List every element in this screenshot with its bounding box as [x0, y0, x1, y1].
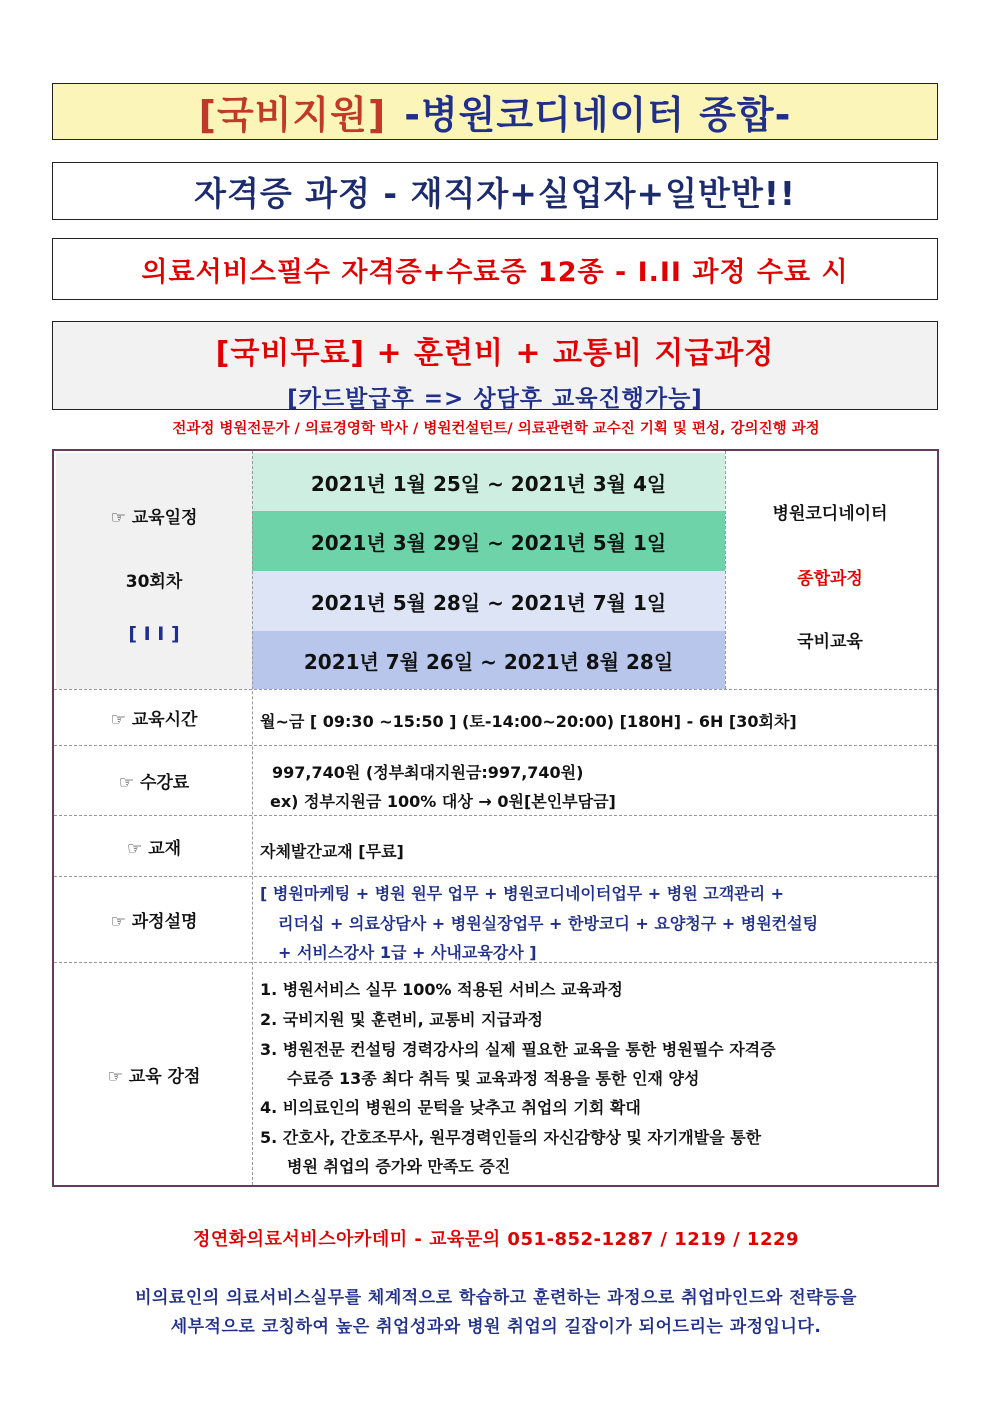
description-line-3: + 서비스강사 1급 + 사내교육강사 ]: [278, 943, 537, 962]
schedule-date-3: [252, 571, 725, 631]
schedule-label-cell: [56, 453, 252, 689]
strengths-label: ☞ 교육 강점: [56, 963, 252, 1185]
schedule-date-4-text: 2021년 7월 26일 ~ 2021년 8월 28일: [303, 649, 674, 674]
schedule-date-2-text: 2021년 3월 29일 ~ 2021년 5월 1일: [310, 530, 667, 555]
subtitle-text: 자격증 과정 - 재직자+실업자+일반반!!: [194, 173, 796, 213]
description-line-2: 리더십 + 의료상담사 + 병원실장업무 + 한방코디 + 요양청구 + 병원컨설팅: [278, 914, 819, 933]
footer-line-1: 비의료인의 의료서비스실무를 체계적으로 학습하고 훈련하는 과정으로 취업마인드와 전략등을: [135, 1288, 857, 1308]
schedule-sessions: 30회차: [125, 572, 183, 592]
schedule-date-2: [252, 511, 725, 571]
fee-line2: ex) 정부지원금 100% 대상 → 0원[본인부담금]: [270, 792, 616, 811]
time-value: 월~금 [ 09:30 ~15:50 ] (토-14:00~20:00) [180H] - 6H [30회차]: [260, 712, 797, 731]
schedule-right-cell: [725, 453, 935, 689]
time-label: ☞ 교육시간: [56, 690, 252, 745]
schedule-date-1-text: 2021년 1월 25일 ~ 2021년 3월 4일: [310, 471, 667, 496]
textbook-label: ☞ 교재: [56, 816, 252, 876]
footer-line-2: 세부적으로 코칭하여 높은 취업성과와 병원 취업의 길잡이가 되어드리는 과정입니다.: [170, 1317, 822, 1337]
textbook-value: 자체발간교재 [무료]: [260, 842, 404, 861]
fee-line1: 997,740원 (정부최대지원금:997,740원): [272, 763, 584, 782]
schedule-right-line2: 종합과정: [797, 569, 863, 589]
schedule-date-4: [252, 631, 725, 689]
strength-line-5: 4. 비의료인의 병원의 문턱을 낮추고 취업의 기회 확대: [260, 1098, 641, 1117]
schedule-date-1: [252, 453, 725, 511]
free-banner: [52, 321, 938, 410]
cert-text: 의료서비스필수 자격증+수료증 12종 - I.II 과정 수료 시: [141, 256, 849, 288]
contact-line: 정연화의료서비스아카데미 - 교육문의 051-852-1287 / 1219 / 1229: [192, 1229, 800, 1250]
title-part1: [국비지원]: [198, 93, 387, 137]
schedule-level: [ I I ]: [128, 623, 180, 645]
cert-banner: [52, 238, 938, 300]
fee-label: ☞ 수강료: [56, 746, 252, 815]
course-info-table: [52, 449, 939, 1187]
schedule-right-line3: 국비교육: [797, 632, 863, 652]
schedule-label: ☞ 교육일정: [110, 508, 198, 528]
free-line1: [국비무료] + 훈련비 + 교통비 지급과정: [215, 336, 775, 371]
schedule-date-3-text: 2021년 5월 28일 ~ 2021년 7월 1일: [310, 590, 667, 615]
staff-line: 전과정 병원전문가 / 의료경영학 박사 / 병원컨설턴트/ 의료관련학 교수진 기획 및 편성, 강의진행 과정: [172, 421, 820, 437]
schedule-right-line1: 병원코디네이터: [772, 504, 888, 524]
strength-line-7: 병원 취업의 증가와 만족도 증진: [287, 1157, 511, 1176]
subtitle-banner: [52, 162, 938, 220]
strength-line-2: 2. 국비지원 및 훈련비, 교통비 지급과정: [260, 1010, 543, 1029]
strength-line-3: 3. 병원전문 컨설팅 경력강사의 실제 필요한 교육을 통한 병원필수 자격증: [260, 1040, 776, 1059]
strength-line-6: 5. 간호사, 간호조무사, 원무경력인들의 자신감향상 및 자기개발을 통한: [260, 1128, 762, 1147]
title-part2: -병원코디네이터 종합-: [404, 93, 792, 137]
description-label: ☞ 과정설명: [56, 877, 252, 962]
strength-line-1: 1. 병원서비스 실무 100% 적용된 서비스 교육과정: [260, 980, 623, 999]
strength-line-4: 수료증 13종 최다 취득 및 교육과정 적용을 통한 인재 양성: [287, 1069, 700, 1088]
free-line2: [카드발급후 => 상담후 교육진행가능]: [287, 386, 703, 412]
description-line-1: [ 병원마케팅 + 병원 원무 업무 + 병원코디네이터업무 + 병원 고객관리 +: [260, 884, 785, 903]
title-banner: [52, 83, 938, 140]
